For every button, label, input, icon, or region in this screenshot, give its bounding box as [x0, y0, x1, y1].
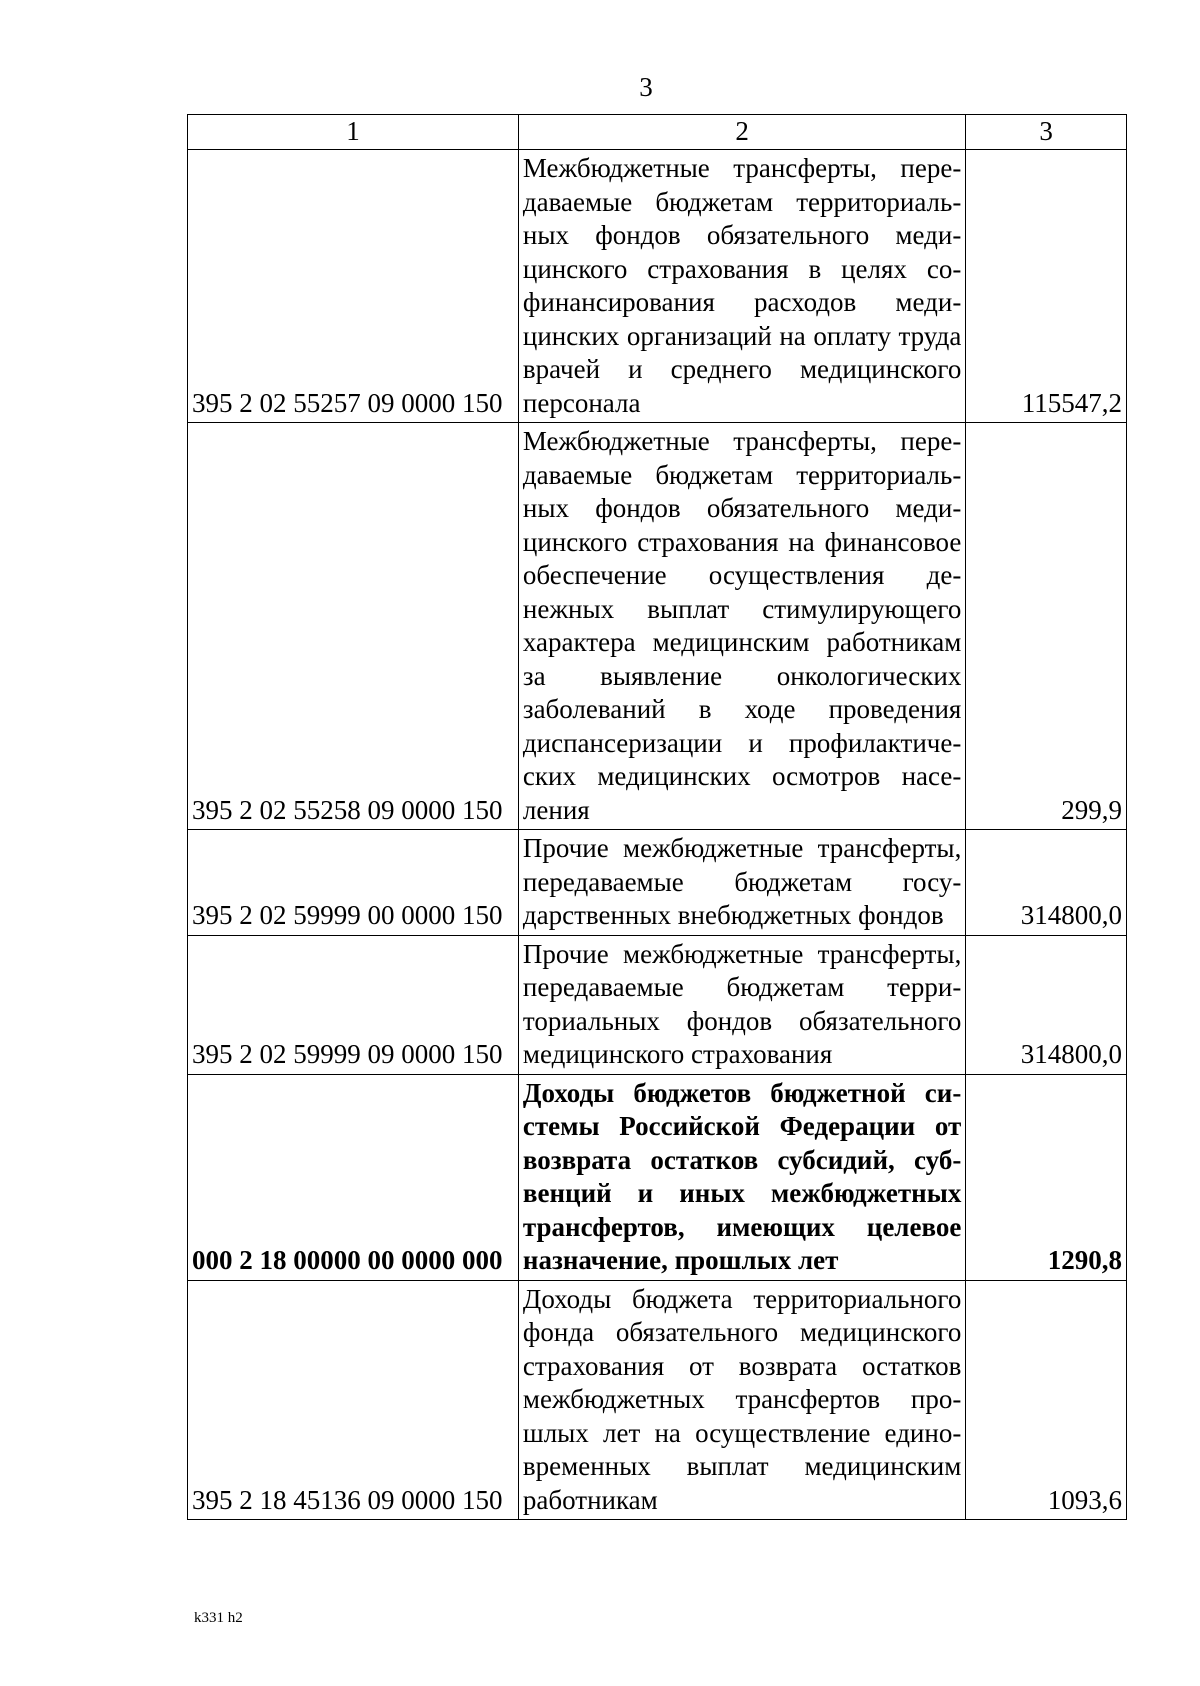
amount-value: 1290,8	[966, 1074, 1127, 1280]
table-row	[188, 423, 1127, 830]
amount-value: 115547,2	[966, 150, 1127, 423]
table-row	[188, 935, 1127, 1074]
revenue-description: Межбюджетные трансферты, передаваемые бюджетам территориальных фондов обязательного медицинского страхования в целях софинансирования расходов медицинских организаций на оплату труда врачей и среднего медицинского персонала	[518, 150, 965, 423]
page-number: 3	[639, 72, 653, 102]
revenue-description: Прочие межбюджетные трансферты, передаваемые бюджетам территориальных фондов обязательного медицинского страхования	[518, 935, 965, 1074]
table-row	[188, 1280, 1127, 1520]
column-header-1: 1	[188, 115, 519, 150]
budget-code: 395 2 02 59999 00 0000 150	[188, 830, 519, 936]
table-row	[188, 150, 1127, 423]
column-header-2: 2	[518, 115, 965, 150]
table-header-row	[188, 115, 1127, 150]
column-header-3: 3	[966, 115, 1127, 150]
budget-code: 395 2 02 59999 09 0000 150	[188, 935, 519, 1074]
budget-code: 395 2 02 55257 09 0000 150	[188, 150, 519, 423]
document-footer-code: k331 h2	[194, 1610, 243, 1626]
amount-value: 314800,0	[966, 935, 1127, 1074]
amount-value: 299,9	[966, 423, 1127, 830]
budget-code: 395 2 18 45136 09 0000 150	[188, 1280, 519, 1520]
table-row	[188, 830, 1127, 936]
revenue-description: Прочие межбюджетные трансферты, передаваемые бюджетам государственных внебюджетных фондов	[518, 830, 965, 936]
amount-value: 314800,0	[966, 830, 1127, 936]
amount-value: 1093,6	[966, 1280, 1127, 1520]
revenue-description: Доходы бюджета территориального фонда обязательного медицинского страхования от возврата остатков межбюджетных трансфертов прошлых лет на осуществление единовременных выплат медицинским работникам	[518, 1280, 965, 1520]
revenue-description: Доходы бюджетов бюджетной системы Российской Федерации от возврата остатков субсидий, субвенций и иных межбюджетных трансфертов, имеющих целевое назначение, прошлых лет	[518, 1074, 965, 1280]
budget-code: 395 2 02 55258 09 0000 150	[188, 423, 519, 830]
revenue-description: Межбюджетные трансферты, передаваемые бюджетам территориальных фондов обязательного медицинского страхования на финансовое обеспечение осуществления денежных выплат стимулирующего характера медицинским работникам за выявление онкологических заболеваний в ходе проведения диспансеризации и профилактических медицинских осмотров населения	[518, 423, 965, 830]
budget-code: 000 2 18 00000 00 0000 000	[188, 1074, 519, 1280]
revenue-table	[187, 114, 1127, 1520]
table-row-total	[188, 1074, 1127, 1280]
